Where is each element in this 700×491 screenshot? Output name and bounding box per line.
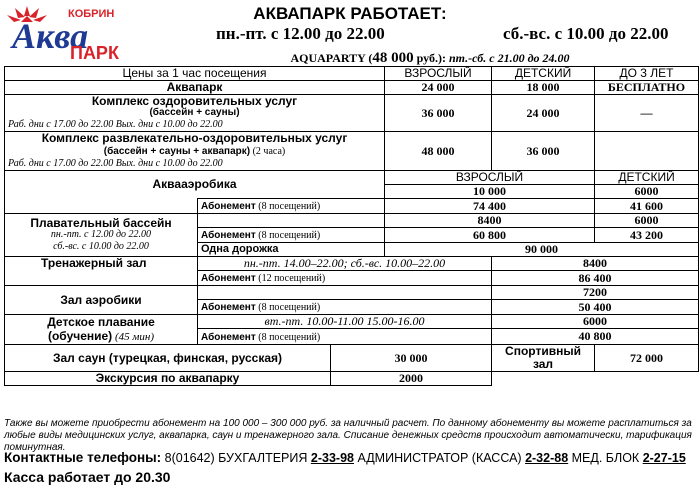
row-wellness <box>5 95 699 132</box>
wellness-label: Комплекс оздоровительных услуг <box>91 94 298 108</box>
contacts-line <box>4 450 700 465</box>
accounting-label: БУХГАЛТЕРИЯ <box>218 451 311 465</box>
aerobics-spacer <box>5 199 198 214</box>
entertainment-cell <box>5 132 385 171</box>
kids-sub-note: (8 посещений) <box>255 331 321 343</box>
pool-sub-label: Абонемент <box>201 230 256 241</box>
pool-lane-label: Одна дорожка <box>198 243 385 257</box>
row-aquapark <box>5 81 699 95</box>
aero-hall-sub-label: Абонемент <box>201 302 256 313</box>
pool-cell <box>5 214 198 257</box>
row-aerobics-sub <box>5 199 699 214</box>
row-gym <box>5 257 699 271</box>
aero-hall-spacer <box>198 286 492 300</box>
entertainment-note: Раб. дни с 17.00 до 22.00 Вых. дни с 10.00 до 22.00 <box>8 158 223 169</box>
entertainment-duration: (2 часа) <box>250 146 286 157</box>
gym-sub-label: Абонемент <box>201 273 256 284</box>
row-subhead <box>5 171 699 185</box>
kids-label: Детское плавание <box>47 315 155 329</box>
aerobics-sub-adult: 74 400 <box>385 199 595 214</box>
pool-spacer <box>198 214 385 228</box>
weekend-hours: сб.-вс. с 10.00 до 22.00 <box>503 24 669 43</box>
row-entertainment <box>5 132 699 171</box>
row-sauna <box>5 345 699 372</box>
head-adult: ВЗРОСЛЫЙ <box>385 67 492 81</box>
row-kids <box>5 315 699 329</box>
gym-sub-note: (12 посещений) <box>255 273 326 284</box>
aerobics-child: 6000 <box>595 185 699 199</box>
pool-label: Плавательный бассейн <box>30 216 172 230</box>
pool-line-1: пн.-пт. с 12.00 до 22.00 <box>50 229 152 240</box>
admin-label: АДМИНИСТРАТОР (КАССА) <box>353 451 526 465</box>
pool-line-2: сб.-вс. с 10.00 до 22.00 <box>53 241 149 252</box>
med-phone[interactable]: 2-27-15 <box>642 451 686 465</box>
aerobics-sub-note: (8 посещений) <box>255 201 321 212</box>
head-under3: ДО 3 ЛЕТ <box>595 67 699 81</box>
header-title: АКВАПАРК РАБОТАЕТ: <box>253 4 447 23</box>
gym-hours: пн.-пт. 14.00–22.00; сб.-вс. 10.00–22.00 <box>198 257 492 271</box>
head-title: Цены за 1 час посещения <box>5 67 385 81</box>
pool-sub-adult: 60 800 <box>385 228 595 243</box>
contacts-code: 8(01642) <box>161 451 219 465</box>
logo-word-2: ПАРК <box>70 43 119 62</box>
aquaparty-line <box>160 50 700 67</box>
wellness-cell <box>5 95 385 132</box>
gym-sub-cell <box>198 271 492 286</box>
accounting-phone[interactable]: 2-33-98 <box>310 451 354 465</box>
gym-price: 8400 <box>492 257 699 271</box>
aquapark-logo <box>4 4 154 62</box>
sauna-price: 30 000 <box>331 345 492 372</box>
entertainment-adult: 48 000 <box>385 132 492 171</box>
party-rest: руб.): <box>413 51 449 65</box>
tour-label: Экскурсия по аквапарку <box>5 372 331 386</box>
kids-label-2: (обучение) <box>47 329 113 343</box>
aero-hall-price: 7200 <box>492 286 699 300</box>
subhead-child: ДЕТСКИЙ <box>595 171 699 185</box>
entertainment-sub: (бассейн + сауны + аквапарк) <box>103 146 251 157</box>
aquapark-child: 18 000 <box>492 81 595 95</box>
aerobics-sub-child: 41 600 <box>595 199 699 214</box>
row-pool <box>5 214 699 228</box>
wellness-adult: 36 000 <box>385 95 492 132</box>
sauna-label: Зал саун (турецкая, финская, русская) <box>5 345 331 372</box>
row-tour <box>5 372 699 386</box>
wellness-sub: (бассейн + сауны) <box>149 107 240 118</box>
sport-price: 72 000 <box>595 345 699 372</box>
kids-sub-label: Абонемент <box>201 331 256 343</box>
wellness-note: Раб. дни с 17.00 до 22.00 Вых. дни с 10.00 до 22.00 <box>8 119 223 130</box>
pool-sub-cell <box>198 228 385 243</box>
kids-sub-price: 40 800 <box>492 329 699 345</box>
tour-price: 2000 <box>331 372 492 386</box>
med-label: МЕД. БЛОК <box>568 451 643 465</box>
party-price: 48 000 <box>372 50 414 66</box>
entertainment-label: Комплекс развлекательно-оздоровительных услуг <box>41 131 348 145</box>
pool-adult: 8400 <box>385 214 595 228</box>
party-name: AQUAPARTY ( <box>290 51 373 65</box>
aquapark-adult: 24 000 <box>385 81 492 95</box>
pool-sub-note: (8 посещений) <box>255 230 321 241</box>
subscription-note: Также вы можете приобрести абонемент на 100 000 – 300 000 руб. за наличный расчет. По данному абонементу вы можете расплатиться за любые виды медицинских услуг, аквапарка, саун и тренажерного зала. Списание денежных средств происходит автоматически, тарификация поминутная. <box>4 418 692 453</box>
party-time: пт.-сб. с 21.00 до 24.00 <box>448 51 570 65</box>
aerobics-sub-cell <box>198 199 385 214</box>
aerobics-adult: 10 000 <box>385 185 595 199</box>
logo-word-1: Аква <box>12 16 89 56</box>
gym-sub-price: 86 400 <box>492 271 699 286</box>
table-head <box>5 67 699 81</box>
kids-hours: вт.-пт. 10.00-11.00 15.00-16.00 <box>198 315 492 329</box>
head-child: ДЕТСКИЙ <box>492 67 595 81</box>
sport-label: Спортивный зал <box>492 345 595 372</box>
tour-spacer <box>492 372 699 386</box>
kids-sub-cell <box>198 329 492 345</box>
kids-duration: (45 мин) <box>112 331 154 343</box>
entertainment-child: 36 000 <box>492 132 595 171</box>
wellness-under3: — <box>595 95 699 132</box>
gym-label: Тренажерный зал <box>5 257 198 286</box>
aquapark-under3: БЕСПЛАТНО <box>595 81 699 95</box>
kids-cell <box>5 315 198 345</box>
aerobics-label: Аквааэробика <box>5 171 385 199</box>
admin-phone[interactable]: 2-32-88 <box>525 451 569 465</box>
pool-sub-child: 43 200 <box>595 228 699 243</box>
kids-price: 6000 <box>492 315 699 329</box>
subhead-adult: ВЗРОСЛЫЙ <box>385 171 595 185</box>
row-aero-hall <box>5 286 699 300</box>
weekday-hours: пн.-пт. с 12.00 до 22.00 <box>216 24 385 43</box>
logo-city: КОБРИН <box>68 8 115 20</box>
cashier-hours: Касса работает до 20.30 <box>4 469 171 485</box>
wellness-child: 24 000 <box>492 95 595 132</box>
aero-hall-sub-cell <box>198 300 492 315</box>
aquapark-label: Аквапарк <box>5 81 385 95</box>
aero-hall-sub-note: (8 посещений) <box>255 302 321 313</box>
contacts-lead: Контактные телефоны: <box>4 450 162 465</box>
aero-hall-sub-price: 50 400 <box>492 300 699 315</box>
aero-hall-label: Зал аэробики <box>5 286 198 315</box>
price-table <box>4 66 699 386</box>
pool-lane-price: 90 000 <box>385 243 699 257</box>
entertainment-under3 <box>595 132 699 171</box>
aerobics-sub-label: Абонемент <box>201 201 256 212</box>
pool-child: 6000 <box>595 214 699 228</box>
